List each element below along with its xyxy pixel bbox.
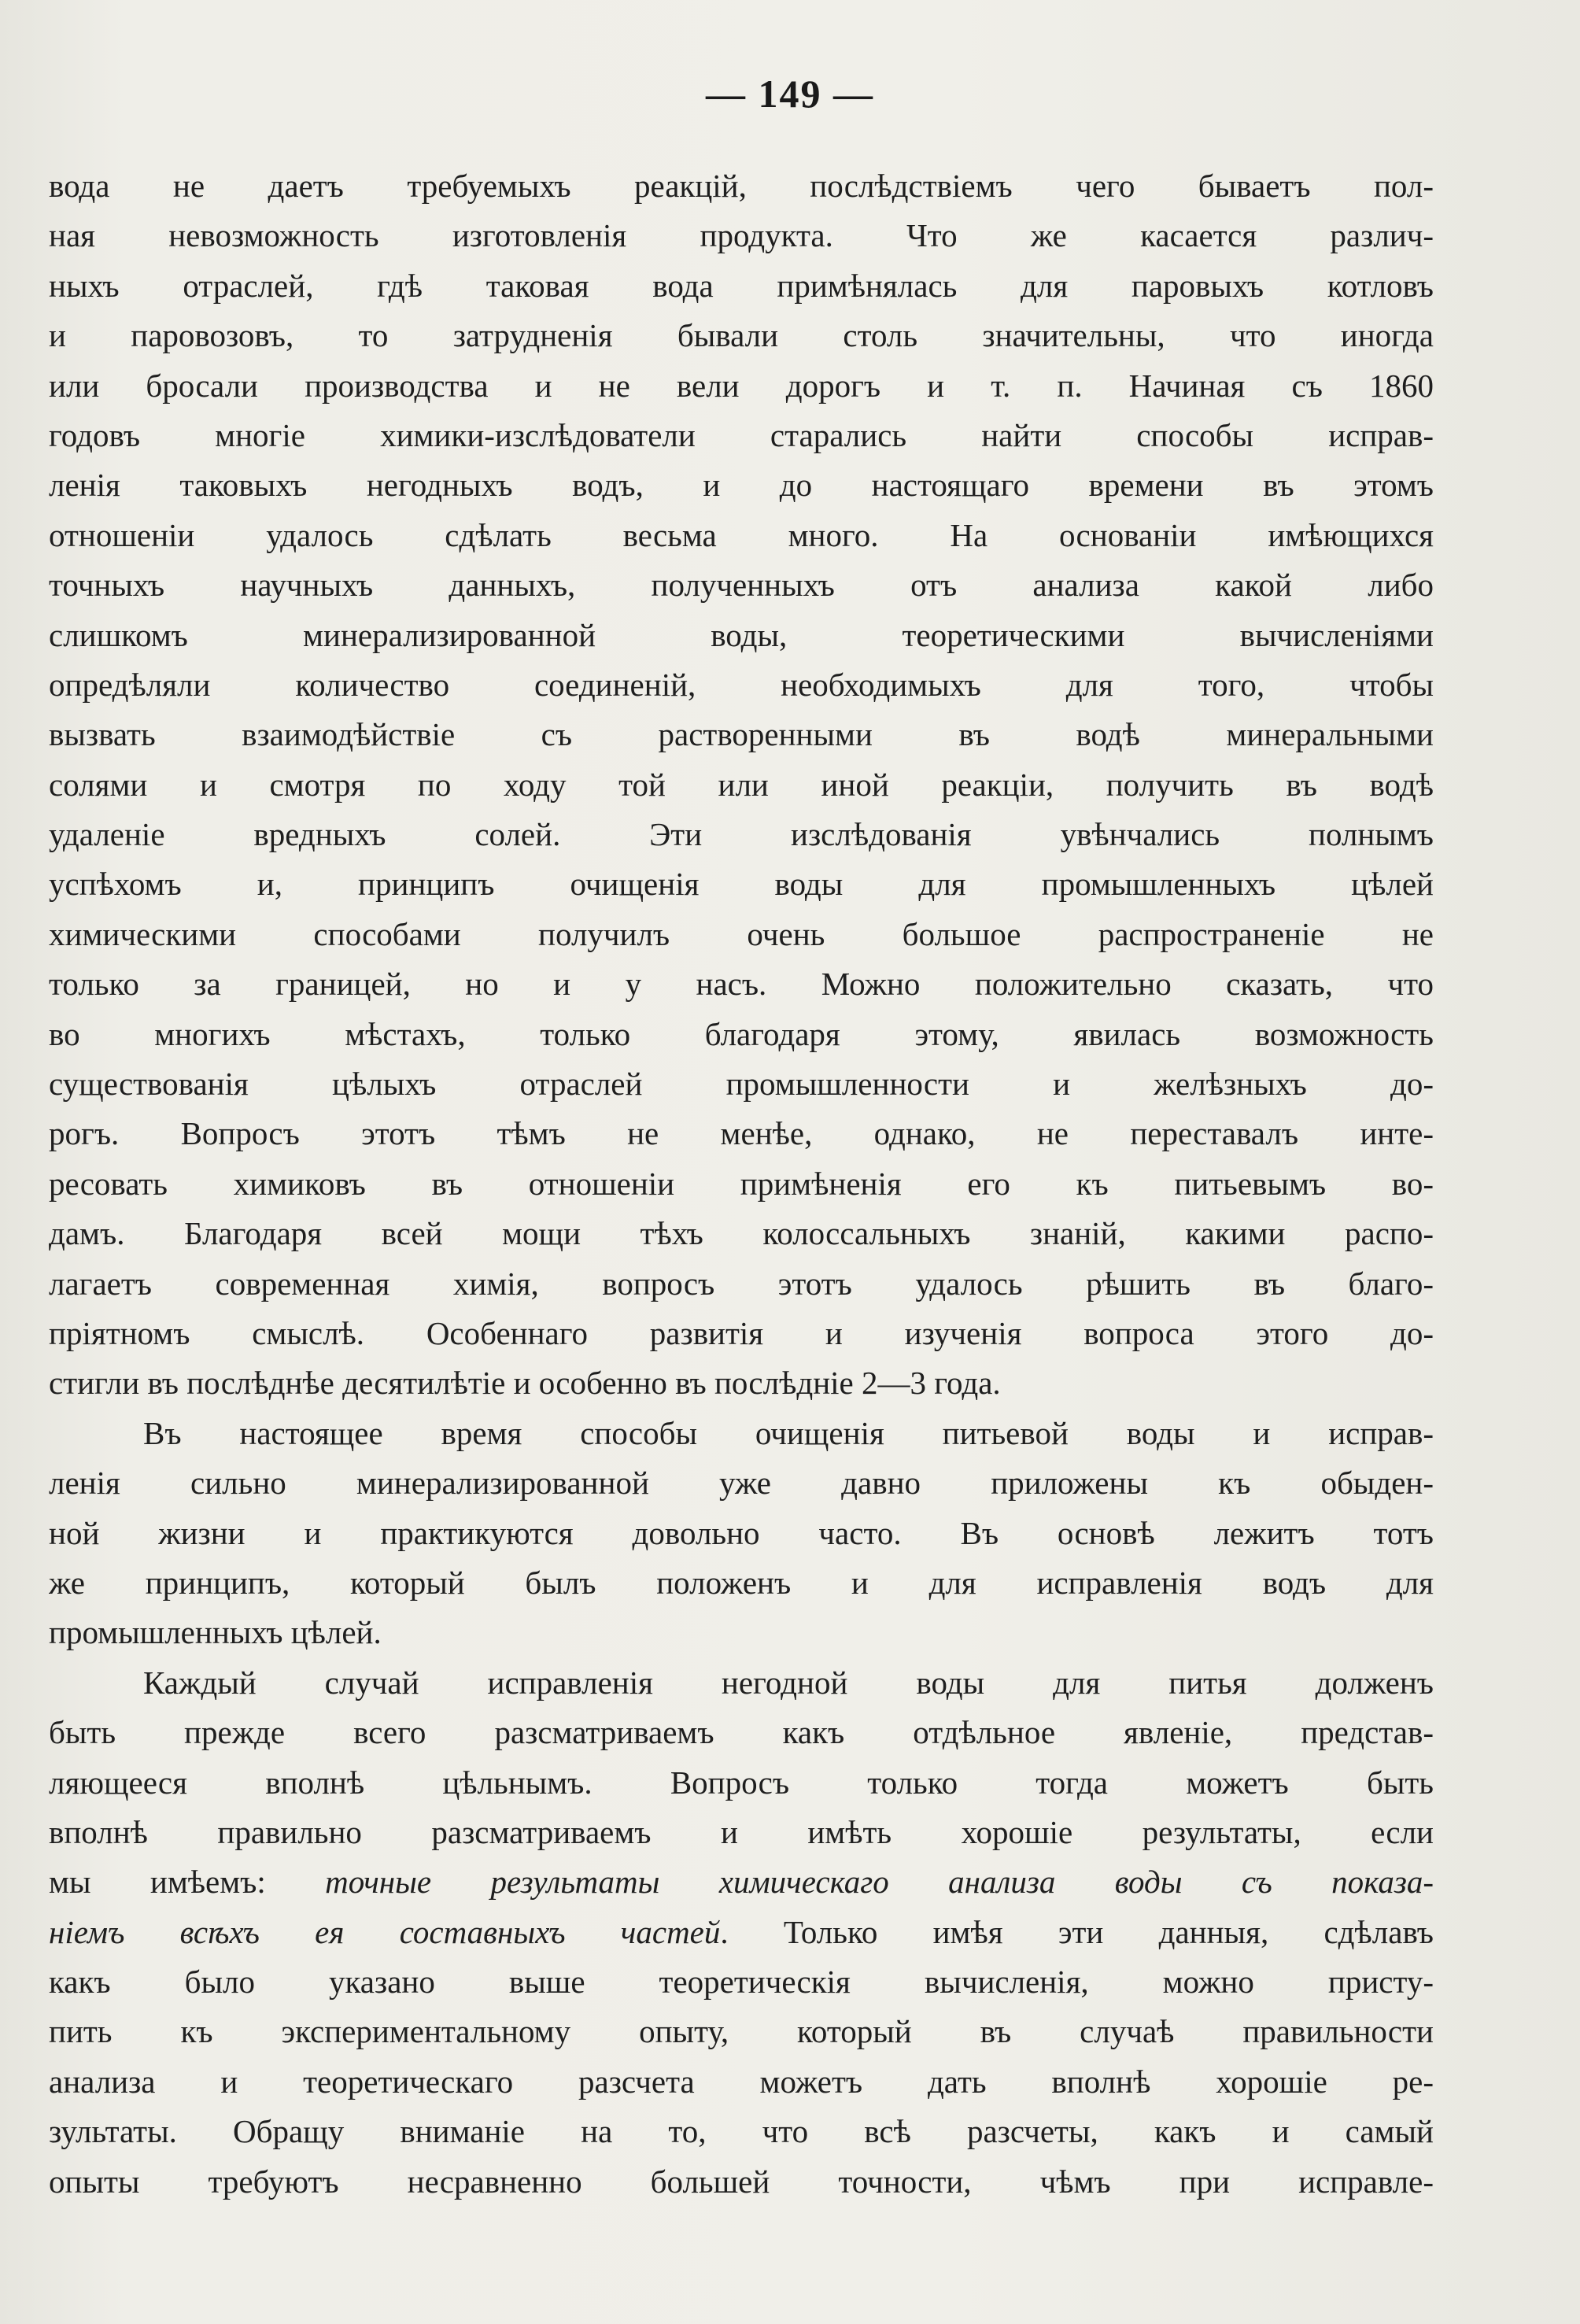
page-number: — 149 — [706,72,874,116]
italic-emphasis: точные результаты химическаго анализа воды съ показа- [325,1864,1434,1901]
text-line: химическими способами получилъ очень большое распространеніе не [49,915,1434,952]
page-text [49,161,1434,2207]
text-line: вода не даетъ требуемыхъ реакцій, послѣдствіемъ чего бываетъ пол- [49,168,1434,204]
text-line: анализа и теоретическаго разсчета можетъ дать вполнѣ хорошіе ре- [49,2063,1434,2100]
text-line: быть прежде всего разсматриваемъ какъ отдѣльное явленіе, представ- [49,1714,1434,1751]
text-line: ной жизни и практикуются довольно часто. Въ основѣ лежитъ тотъ [49,1514,1434,1551]
text-line: ная невозможность изготовленія продукта. Что же касается различ- [49,217,1434,254]
text-line: рогъ. Вопросъ этотъ тѣмъ не менѣе, однако, не переставалъ инте- [49,1115,1434,1152]
text-line: вызвать взаимодѣйствіе съ растворенными въ водѣ минеральными [49,716,1434,753]
text-segment: мы имѣемъ: [49,1864,326,1901]
text-line: успѣхомъ и, принципъ очищенія воды для промышленныхъ цѣлей [49,866,1434,903]
text-line: дамъ. Благодаря всей мощи тѣхъ колоссальныхъ знаній, какими распо- [49,1215,1434,1252]
text-line: Каждый случай исправленія негодной воды для питья долженъ [143,1664,1434,1701]
text-line: вполнѣ правильно разсматриваемъ и имѣть хорошіе результаты, если [49,1813,1434,1850]
text-line: Въ настоящее время способы очищенія питьевой воды и исправ- [143,1414,1434,1451]
text-line: опыты требуютъ несравненно большей точности, чѣмъ при исправле- [49,2163,1434,2200]
text-line: зультаты. Обращу вниманіе на то, что всѣ разсчеты, какъ и самый [49,2113,1434,2150]
text-line: отношеніи удалось сдѣлать весьма много. На основаніи имѣющихся [49,516,1434,553]
text-line: ныхъ отраслей, гдѣ таковая вода примѣнялась для паровыхъ котловъ [49,267,1434,304]
text-line: пріятномъ смыслѣ. Особеннаго развитія и изученія вопроса этого до- [49,1314,1434,1351]
text-line: опредѣляли количество соединеній, необходимыхъ для того, чтобы [49,666,1434,703]
text-segment: . Только имѣя эти данныя, сдѣлавъ [720,1913,1434,1950]
text-line: годовъ многіе химики-изслѣдователи старались найти способы исправ- [49,416,1434,453]
text-line: слишкомъ минерализированной воды, теоретическими вычисленіями [49,616,1434,653]
text-line: ляющееся вполнѣ цѣльнымъ. Вопросъ только тогда можетъ быть [49,1764,1434,1801]
text-line: пить къ экспериментальному опыту, который въ случаѣ правильности [49,2013,1434,2050]
text-line: стигли въ послѣднѣе десятилѣтіе и особенно въ послѣдніе 2—3 года. [49,1365,1001,1402]
text-line: солями и смотря по ходу той или иной реакціи, получить въ водѣ [49,766,1434,803]
text-line: какъ было указано выше теоретическія вычисленія, можно присту- [49,1964,1434,2001]
text-line: же принципъ, который былъ положенъ и для исправленія водъ для [49,1564,1434,1601]
text-line: удаленіе вредныхъ солей. Эти изслѣдованія увѣнчались полнымъ [49,816,1434,853]
text-line: ресовать химиковъ въ отношеніи примѣненія его къ питьевымъ во- [49,1165,1434,1202]
text-line: точныхъ научныхъ данныхъ, полученныхъ отъ анализа какой либо [49,567,1434,604]
text-line: промышленныхъ цѣлей. [49,1614,382,1651]
italic-emphasis: ніемъ всѣхъ ея составныхъ частей [49,1913,721,1950]
text-line: ленія сильно минерализированной уже давно приложены къ обыден- [49,1465,1434,1502]
text-line: и паровозовъ, то затрудненія бывали столь значительны, что иногда [49,317,1434,354]
text-line: лагаетъ современная химія, вопросъ этотъ удалось рѣшить въ благо- [49,1265,1434,1302]
text-line: или бросали производства и не вели дорогъ и т. п. Начиная съ 1860 [49,367,1434,404]
text-line: во многихъ мѣстахъ, только благодаря этому, явилась возможность [49,1015,1434,1052]
text-line [49,1908,1434,1957]
text-line: существованія цѣлыхъ отраслей промышленности и желѣзныхъ до- [49,1066,1434,1103]
text-line: только за границей, но и у насъ. Можно положительно сказать, что [49,966,1434,1003]
text-line [49,1857,1434,1907]
text-line: ленія таковыхъ негодныхъ водъ, и до настоящаго времени въ этомъ [49,467,1434,504]
